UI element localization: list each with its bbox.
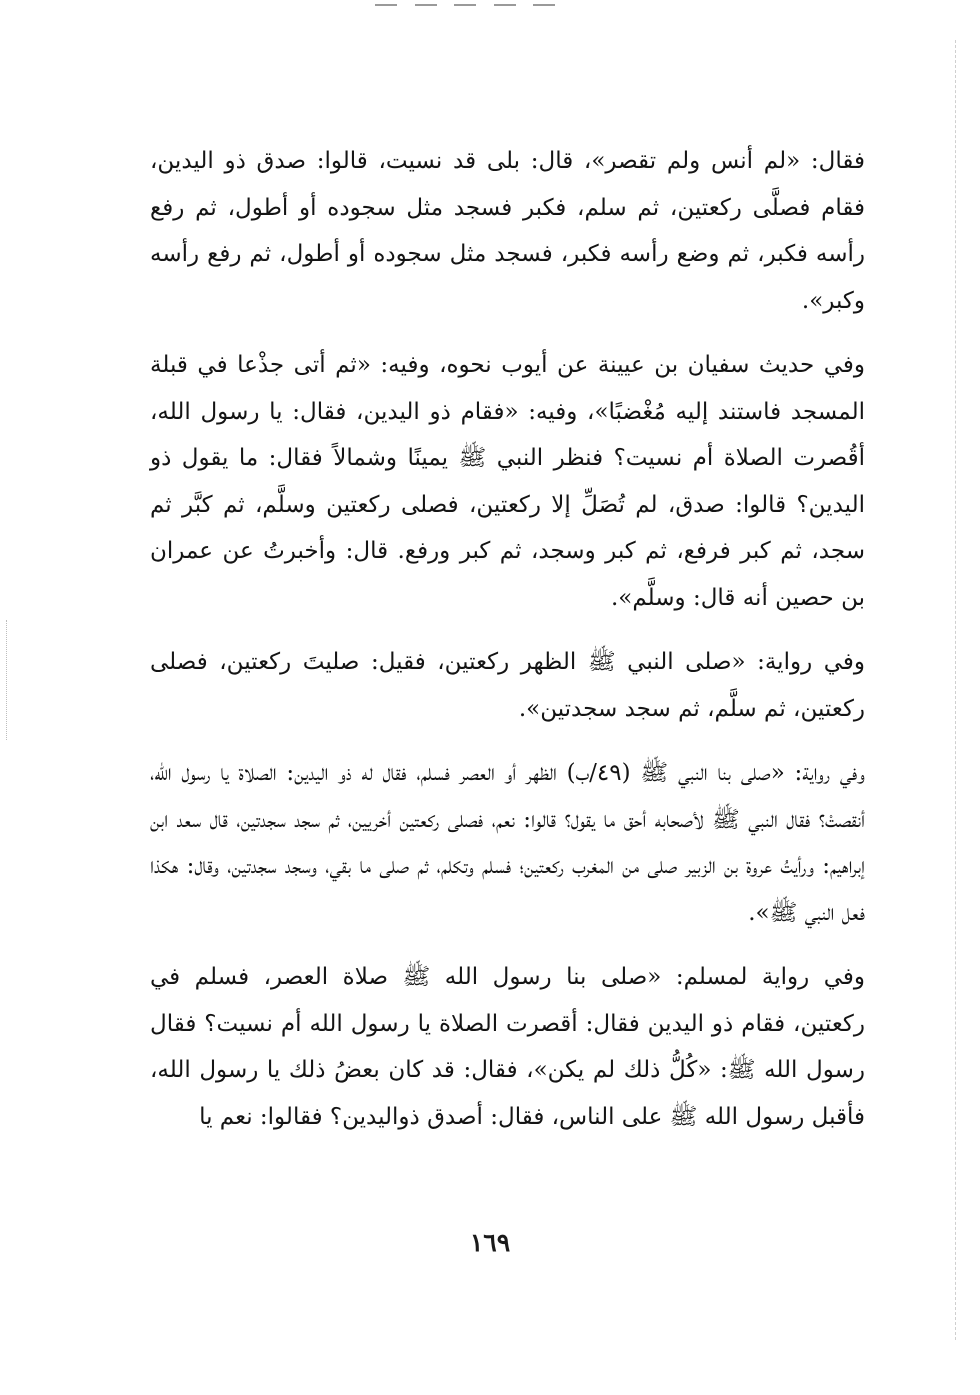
paragraph-4: وفي رواية: «صلى بنا النبي ﷺ (٤٩/ب) الظهر أو العصر فسلم، فقال له ذو اليدين: الصلاة يا رسول الله، أنقصتْ؟ فقال النبي ﷺ لأصحابه أحق ما يقول؟ قالوا: نعم، فصلى ركعتين أخريين، ثم سجد سجدتين، قال سعد ابن إبراهيم: ورأيتُ عروة بن الزبير صلى من المغرب ركعتين؛ فسلم وتكلم، ثم صلى ما بقي، وسجد سجدتين، وقال: هكذا فعل النبي ﷺ». xyxy=(150,760,865,926)
scan-edge-line-left xyxy=(6,620,7,740)
edge-mark xyxy=(454,4,476,6)
paragraph-3: وفي رواية: «صلى النبي ﷺ الظهر ركعتين، فقيل: صليتَ ركعتين، فصلى ركعتين، ثم سلَّم، ثم سجد سجدتين». xyxy=(150,649,865,722)
edge-mark xyxy=(375,4,397,6)
page-number: ١٦٩ xyxy=(469,1228,511,1257)
top-edge-marks xyxy=(375,4,555,8)
paragraph-1: فقال: «لم أنس ولم تقصر»، قال: بلى قد نسيت، قالوا: صدق ذو اليدين، فقام فصلَّى ركعتين، ثم سلم، فكبر فسجد مثل سجوده أو أطول، ثم رفع رأسه فكبر، ثم وضع رأسه فكبر، فسجد مثل سجوده أو أطول، ثم رفع رأسه وكبر». xyxy=(150,148,865,314)
paragraph-5: وفي رواية لمسلم: «صلى بنا رسول الله ﷺ صلاة العصر، فسلم في ركعتين، فقام ذو اليدين فقال: أقصرت الصلاة يا رسول الله أم نسيت؟ فقال رسول الله ﷺ: «كُلُّ ذلك لم يكن»، فقال: قد كان بعضُ ذلك يا رسول الله، فأقبل رسول الله ﷺ على الناس، فقال: أصدق ذواليدين؟ فقالوا: نعم يا xyxy=(150,964,865,1130)
paragraph-2: وفي حديث سفيان بن عيينة عن أيوب نحوه، وفيه: «ثم أتى جذْعا في قبلة المسجد فاستند إليه مُغْضبًا»، وفيه: «فقام ذو اليدين، فقال: يا رسول الله، أقُصرت الصلاة أم نسيت؟ فنظر النبي ﷺ يمينًا وشمالاً فقال: ما يقول ذو اليدين؟ قالوا: صدق، لم تُصَلِّ إلا ركعتين، فصلى ركعتين وسلَّم، ثم كبَّر ثم سجد، ثم كبر فرفع، ثم كبر وسجد، ثم كبر ورفع. قال: وأخبرتُ عن عمران بن حصين أنه قال: وسلَّم». xyxy=(150,352,865,611)
scan-edge-line xyxy=(955,40,956,1340)
edge-mark xyxy=(533,4,555,6)
edge-mark xyxy=(415,4,437,6)
body-text xyxy=(150,138,865,1158)
edge-mark xyxy=(494,4,516,6)
